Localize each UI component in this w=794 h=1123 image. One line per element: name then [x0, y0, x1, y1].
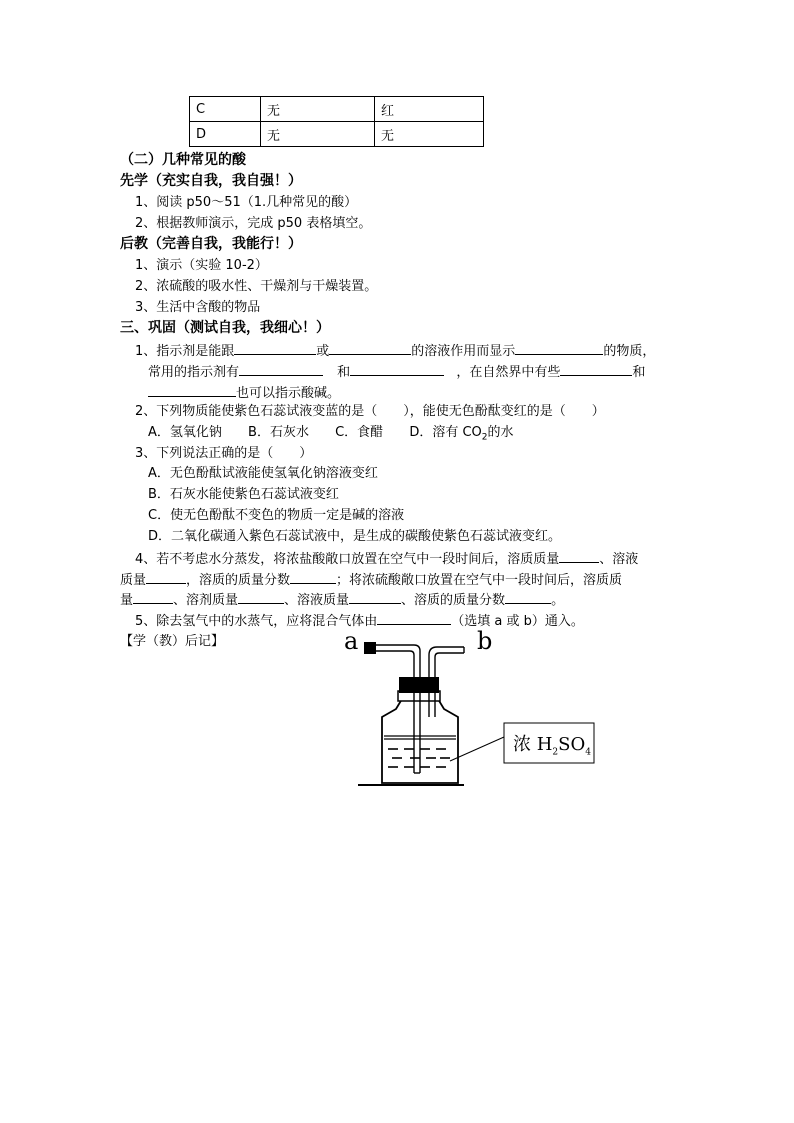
blank: [133, 591, 173, 604]
list-item: 2、根据教师演示，完成 p50 表格填空。: [135, 216, 372, 231]
option-c: C．使无色酚酞不变色的物质一定是碱的溶液: [148, 508, 405, 523]
question-1-line-1: [135, 342, 655, 360]
text: （选填 a 或 b）通入。: [451, 614, 584, 629]
table-cell: C: [190, 97, 261, 122]
text: 的溶液作用而显示: [411, 344, 516, 359]
text: 也可以指示酸碱。: [236, 386, 341, 401]
table-cell: D: [190, 122, 261, 147]
list-item: 3、生活中含酸的物品: [135, 300, 261, 315]
text: 的水: [487, 425, 514, 440]
question-3-stem: 3、下列说法正确的是（ ）: [135, 446, 313, 461]
question-4-line-3: [120, 591, 564, 609]
pre-study-heading: 先学（充实自我，我自强！）: [120, 173, 302, 189]
section-heading: （二）几种常见的酸: [120, 152, 246, 168]
text: 的物质，: [603, 344, 656, 359]
text: D．溶有 CO: [409, 425, 482, 440]
option-c: C．食醋: [335, 425, 384, 440]
blank: [350, 363, 444, 376]
question-1-line-3: [148, 384, 340, 402]
afterword-label: 【学（教）后记】: [120, 634, 225, 649]
text: 、溶质的质量分数: [401, 593, 506, 608]
gas-washing-bottle-figure: [340, 625, 610, 795]
text: 、溶液质量: [284, 593, 350, 608]
text: 、溶液: [599, 552, 639, 567]
subscript: 4: [585, 747, 591, 758]
text: 或: [316, 344, 330, 359]
text: 、溶剂质量: [173, 593, 239, 608]
question-2-stem: 2、下列物质能使紫色石蕊试液变蓝的是（ ），能使无色酚酞变红的是（ ）: [135, 404, 605, 419]
list-item: 2、浓硫酸的吸水性、干燥剂与干燥装置。: [135, 279, 378, 294]
blank: [515, 342, 603, 355]
option-d: [409, 425, 514, 443]
inlet-label-a: a: [344, 627, 359, 655]
subscript: 2: [552, 747, 559, 758]
blank: [559, 550, 599, 563]
blank: [377, 612, 451, 625]
blank: [238, 591, 284, 604]
question-4-line-1: [135, 550, 638, 568]
question-1-line-2: [148, 363, 645, 381]
table-cell: 无: [375, 122, 484, 147]
option-b: B．石灰水: [248, 425, 309, 440]
blank: [349, 591, 401, 604]
subscript: 2: [481, 432, 488, 443]
post-teach-heading: 后教（完善自我，我能行！）: [120, 236, 302, 252]
blank: [148, 384, 236, 397]
table-cell: 无: [261, 122, 375, 147]
table-row: [190, 122, 484, 147]
table-cell: 红: [375, 97, 484, 122]
text: 5、除去氢气中的水蒸气，应将混合气体由: [135, 614, 378, 629]
washing-bottle-icon: [340, 625, 610, 795]
text: 浓 H: [513, 734, 553, 755]
text: 量: [120, 593, 134, 608]
blank: [234, 342, 316, 355]
outlet-label-b: b: [477, 627, 493, 655]
reagent-label: [513, 735, 591, 763]
text: 和: [632, 365, 646, 380]
section-heading: 三、巩固（测试自我，我细心！）: [120, 320, 330, 336]
option-d: D．二氧化碳通入紫色石蕊试液中，是生成的碳酸使紫色石蕊试液变红。: [148, 529, 562, 544]
text: ；将浓硫酸敞口放置在空气中一段时间后，溶质质: [336, 573, 623, 588]
text: SO: [558, 734, 586, 755]
list-item: 1、演示（实验 10-2）: [135, 258, 268, 273]
option-b: B．石灰水能使紫色石蕊试液变红: [148, 487, 339, 502]
table-row: [190, 97, 484, 122]
text: 常用的指示剂有: [148, 365, 240, 380]
text: 。: [551, 593, 565, 608]
blank: [290, 571, 336, 584]
question-4-line-2: [120, 571, 622, 589]
blank: [329, 342, 411, 355]
list-item: 1、阅读 p50～51（1.几种常见的酸）: [135, 195, 358, 210]
table-cell: 无: [261, 97, 375, 122]
text: 和: [337, 365, 351, 380]
text: ，在自然界中有些: [456, 365, 561, 380]
text: ，溶质的质量分数: [186, 573, 291, 588]
blank: [146, 571, 186, 584]
text: 质量: [120, 573, 147, 588]
comparison-table: [189, 96, 484, 147]
text: 4、若不考虑水分蒸发，将浓盐酸敞口放置在空气中一段时间后，溶质质量: [135, 552, 560, 567]
text: 1、指示剂是能跟: [135, 344, 235, 359]
question-2-options: [148, 425, 514, 446]
option-a: A．氢氧化钠: [148, 425, 222, 440]
blank: [560, 363, 632, 376]
blank: [239, 363, 323, 376]
blank: [505, 591, 551, 604]
option-a: A．无色酚酞试液能使氢氧化钠溶液变红: [148, 466, 378, 481]
